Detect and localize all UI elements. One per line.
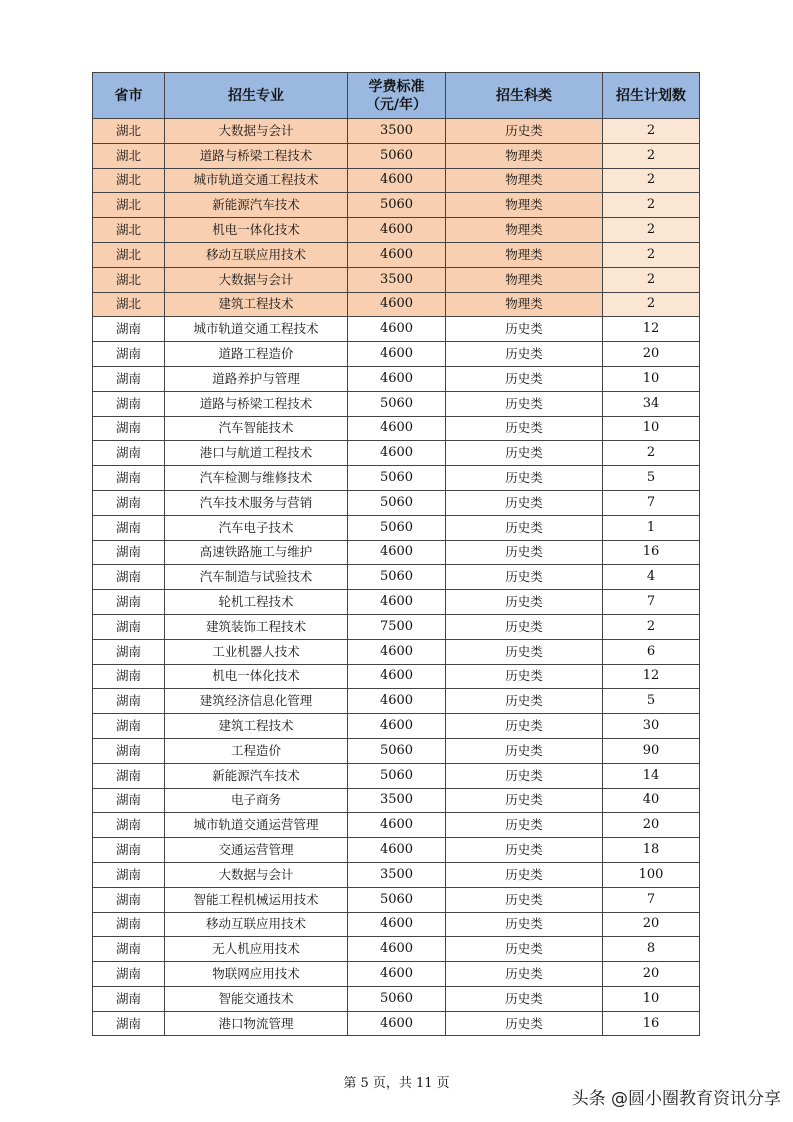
table-row: [93, 689, 700, 714]
cell-category: 历史类: [446, 441, 603, 466]
cell-plan: 20: [603, 962, 700, 987]
cell-province: 湖南: [93, 466, 165, 491]
cell-plan: 20: [603, 813, 700, 838]
cell-province: 湖南: [93, 664, 165, 689]
cell-fee: 5060: [348, 490, 446, 515]
cell-major: 道路与桥梁工程技术: [165, 143, 348, 168]
cell-category: 历史类: [446, 614, 603, 639]
cell-category: 历史类: [446, 912, 603, 937]
table-row: [93, 391, 700, 416]
cell-fee: 4600: [348, 366, 446, 391]
cell-fee: 3500: [348, 267, 446, 292]
table-body: [93, 119, 700, 1036]
cell-category: 历史类: [446, 490, 603, 515]
table-row: [93, 937, 700, 962]
cell-plan: 5: [603, 689, 700, 714]
cell-province: 湖北: [93, 193, 165, 218]
cell-province: 湖南: [93, 490, 165, 515]
cell-plan: 90: [603, 738, 700, 763]
table-row: [93, 614, 700, 639]
cell-category: 历史类: [446, 639, 603, 664]
cell-province: 湖南: [93, 1011, 165, 1036]
cell-plan: 2: [603, 267, 700, 292]
table-row: [93, 1011, 700, 1036]
cell-major: 轮机工程技术: [165, 590, 348, 615]
cell-major: 电子商务: [165, 788, 348, 813]
cell-province: 湖南: [93, 838, 165, 863]
cell-category: 物理类: [446, 168, 603, 193]
cell-province: 湖南: [93, 714, 165, 739]
cell-plan: 12: [603, 664, 700, 689]
cell-fee: 4600: [348, 168, 446, 193]
table-row: [93, 267, 700, 292]
table-row: [93, 962, 700, 987]
cell-fee: 4600: [348, 714, 446, 739]
cell-category: 历史类: [446, 391, 603, 416]
cell-province: 湖南: [93, 986, 165, 1011]
cell-fee: 5060: [348, 887, 446, 912]
cell-province: 湖南: [93, 937, 165, 962]
cell-major: 无人机应用技术: [165, 937, 348, 962]
cell-plan: 6: [603, 639, 700, 664]
cell-plan: 16: [603, 1011, 700, 1036]
cell-plan: 4: [603, 565, 700, 590]
cell-fee: 4600: [348, 242, 446, 267]
cell-province: 湖南: [93, 342, 165, 367]
cell-major: 建筑经济信息化管理: [165, 689, 348, 714]
cell-major: 高速铁路施工与维护: [165, 540, 348, 565]
cell-major: 道路与桥梁工程技术: [165, 391, 348, 416]
cell-plan: 2: [603, 242, 700, 267]
cell-major: 移动互联应用技术: [165, 242, 348, 267]
cell-province: 湖北: [93, 143, 165, 168]
cell-category: 历史类: [446, 366, 603, 391]
table-row: [93, 242, 700, 267]
cell-major: 港口物流管理: [165, 1011, 348, 1036]
cell-plan: 10: [603, 366, 700, 391]
cell-province: 湖南: [93, 689, 165, 714]
cell-plan: 20: [603, 912, 700, 937]
cell-major: 工程造价: [165, 738, 348, 763]
cell-plan: 7: [603, 490, 700, 515]
cell-category: 历史类: [446, 416, 603, 441]
table-row: [93, 986, 700, 1011]
cell-major: 港口与航道工程技术: [165, 441, 348, 466]
table-row: [93, 515, 700, 540]
cell-plan: 1: [603, 515, 700, 540]
cell-province: 湖南: [93, 565, 165, 590]
cell-major: 城市轨道交通工程技术: [165, 168, 348, 193]
cell-major: 工业机器人技术: [165, 639, 348, 664]
cell-fee: 3500: [348, 788, 446, 813]
cell-fee: 5060: [348, 143, 446, 168]
cell-province: 湖北: [93, 267, 165, 292]
cell-category: 历史类: [446, 565, 603, 590]
table-row: [93, 862, 700, 887]
cell-plan: 100: [603, 862, 700, 887]
cell-major: 建筑工程技术: [165, 292, 348, 317]
table-row: [93, 664, 700, 689]
cell-fee: 4600: [348, 962, 446, 987]
cell-category: 历史类: [446, 1011, 603, 1036]
cell-fee: 4600: [348, 292, 446, 317]
cell-fee: 5060: [348, 986, 446, 1011]
table-row: [93, 292, 700, 317]
cell-fee: 4600: [348, 937, 446, 962]
cell-plan: 20: [603, 342, 700, 367]
table-row: [93, 639, 700, 664]
cell-fee: 4600: [348, 590, 446, 615]
cell-fee: 4600: [348, 317, 446, 342]
cell-major: 交通运营管理: [165, 838, 348, 863]
cell-major: 物联网应用技术: [165, 962, 348, 987]
cell-plan: 2: [603, 614, 700, 639]
cell-major: 建筑装饰工程技术: [165, 614, 348, 639]
cell-major: 新能源汽车技术: [165, 193, 348, 218]
table-row: [93, 441, 700, 466]
table-row: [93, 738, 700, 763]
cell-plan: 14: [603, 763, 700, 788]
cell-major: 汽车检测与维修技术: [165, 466, 348, 491]
cell-major: 机电一体化技术: [165, 664, 348, 689]
cell-category: 历史类: [446, 937, 603, 962]
page-footer: 第 5 页，共 11 页: [343, 1076, 450, 1091]
cell-major: 道路养护与管理: [165, 366, 348, 391]
cell-province: 湖南: [93, 763, 165, 788]
cell-fee: 4600: [348, 540, 446, 565]
table-row: [93, 218, 700, 243]
cell-plan: 40: [603, 788, 700, 813]
cell-province: 湖南: [93, 366, 165, 391]
table-row: [93, 590, 700, 615]
watermark-text: 头条 @圆小圈教育资讯分享: [571, 1089, 781, 1109]
table-row: [93, 565, 700, 590]
table-row: [93, 466, 700, 491]
cell-major: 建筑工程技术: [165, 714, 348, 739]
cell-category: 历史类: [446, 962, 603, 987]
cell-major: 智能工程机械运用技术: [165, 887, 348, 912]
header-province: 省市: [93, 73, 165, 119]
cell-plan: 34: [603, 391, 700, 416]
table-row: [93, 490, 700, 515]
header-category: 招生科类: [446, 73, 603, 119]
cell-plan: 2: [603, 168, 700, 193]
cell-plan: 2: [603, 218, 700, 243]
table-row: [93, 540, 700, 565]
cell-province: 湖南: [93, 887, 165, 912]
cell-plan: 2: [603, 193, 700, 218]
cell-province: 湖南: [93, 639, 165, 664]
cell-category: 物理类: [446, 242, 603, 267]
cell-category: 历史类: [446, 664, 603, 689]
cell-category: 历史类: [446, 590, 603, 615]
cell-fee: 5060: [348, 565, 446, 590]
header-fee-line1: 学费标准: [368, 78, 425, 95]
cell-province: 湖北: [93, 292, 165, 317]
header-fee-line2: （元/年）: [365, 96, 428, 113]
enrollment-plan-table: [92, 72, 700, 1036]
cell-plan: 16: [603, 540, 700, 565]
table-row: [93, 317, 700, 342]
cell-fee: 5060: [348, 763, 446, 788]
cell-province: 湖南: [93, 788, 165, 813]
cell-fee: 3500: [348, 862, 446, 887]
cell-category: 物理类: [446, 193, 603, 218]
table-row: [93, 813, 700, 838]
cell-fee: 4600: [348, 912, 446, 937]
cell-category: 历史类: [446, 986, 603, 1011]
cell-category: 历史类: [446, 887, 603, 912]
cell-fee: 4600: [348, 664, 446, 689]
cell-fee: 4600: [348, 1011, 446, 1036]
cell-fee: 4600: [348, 441, 446, 466]
cell-plan: 8: [603, 937, 700, 962]
cell-province: 湖南: [93, 813, 165, 838]
cell-province: 湖南: [93, 416, 165, 441]
cell-plan: 7: [603, 887, 700, 912]
cell-plan: 2: [603, 143, 700, 168]
header-major: 招生专业: [165, 73, 348, 119]
cell-fee: 4600: [348, 342, 446, 367]
cell-category: 历史类: [446, 317, 603, 342]
cell-province: 湖北: [93, 119, 165, 144]
cell-major: 道路工程造价: [165, 342, 348, 367]
cell-fee: 4600: [348, 689, 446, 714]
cell-fee: 5060: [348, 738, 446, 763]
cell-plan: 7: [603, 590, 700, 615]
cell-major: 智能交通技术: [165, 986, 348, 1011]
cell-major: 城市轨道交通工程技术: [165, 317, 348, 342]
cell-fee: 4600: [348, 813, 446, 838]
cell-province: 湖南: [93, 738, 165, 763]
cell-province: 湖南: [93, 912, 165, 937]
header-fee: [348, 73, 446, 119]
cell-major: 大数据与会计: [165, 119, 348, 144]
cell-category: 历史类: [446, 763, 603, 788]
table-row: [93, 168, 700, 193]
cell-fee: 4600: [348, 838, 446, 863]
cell-province: 湖北: [93, 218, 165, 243]
cell-category: 历史类: [446, 119, 603, 144]
cell-major: 移动互联应用技术: [165, 912, 348, 937]
cell-province: 湖南: [93, 962, 165, 987]
cell-province: 湖南: [93, 590, 165, 615]
cell-province: 湖北: [93, 242, 165, 267]
cell-province: 湖南: [93, 391, 165, 416]
cell-province: 湖南: [93, 317, 165, 342]
cell-province: 湖北: [93, 168, 165, 193]
cell-category: 历史类: [446, 738, 603, 763]
cell-category: 历史类: [446, 515, 603, 540]
cell-fee: 5060: [348, 466, 446, 491]
cell-plan: 12: [603, 317, 700, 342]
table-row: [93, 366, 700, 391]
table-row: [93, 342, 700, 367]
cell-province: 湖南: [93, 540, 165, 565]
cell-category: 历史类: [446, 862, 603, 887]
cell-major: 汽车技术服务与营销: [165, 490, 348, 515]
cell-plan: 10: [603, 416, 700, 441]
table-row: [93, 119, 700, 144]
cell-major: 城市轨道交通运营管理: [165, 813, 348, 838]
cell-fee: 7500: [348, 614, 446, 639]
table-row: [93, 143, 700, 168]
cell-major: 大数据与会计: [165, 862, 348, 887]
table-row: [93, 788, 700, 813]
cell-category: 物理类: [446, 267, 603, 292]
cell-plan: 5: [603, 466, 700, 491]
cell-major: 新能源汽车技术: [165, 763, 348, 788]
cell-category: 历史类: [446, 838, 603, 863]
cell-major: 汽车电子技术: [165, 515, 348, 540]
cell-major: 汽车智能技术: [165, 416, 348, 441]
cell-category: 历史类: [446, 540, 603, 565]
cell-plan: 2: [603, 441, 700, 466]
cell-plan: 30: [603, 714, 700, 739]
header-plan: 招生计划数: [603, 73, 700, 119]
cell-fee: 4600: [348, 218, 446, 243]
cell-category: 历史类: [446, 466, 603, 491]
cell-province: 湖南: [93, 441, 165, 466]
cell-fee: 5060: [348, 391, 446, 416]
table-row: [93, 887, 700, 912]
cell-fee: 4600: [348, 639, 446, 664]
cell-major: 大数据与会计: [165, 267, 348, 292]
cell-fee: 4600: [348, 416, 446, 441]
table-row: [93, 714, 700, 739]
cell-category: 历史类: [446, 813, 603, 838]
cell-category: 物理类: [446, 143, 603, 168]
cell-major: 汽车制造与试验技术: [165, 565, 348, 590]
cell-fee: 3500: [348, 119, 446, 144]
cell-category: 物理类: [446, 218, 603, 243]
cell-fee: 5060: [348, 515, 446, 540]
cell-category: 物理类: [446, 292, 603, 317]
cell-province: 湖南: [93, 862, 165, 887]
cell-fee: 5060: [348, 193, 446, 218]
cell-category: 历史类: [446, 788, 603, 813]
table-row: [93, 763, 700, 788]
table-row: [93, 416, 700, 441]
table-row: [93, 193, 700, 218]
cell-plan: 10: [603, 986, 700, 1011]
table-row: [93, 912, 700, 937]
cell-province: 湖南: [93, 614, 165, 639]
cell-plan: 18: [603, 838, 700, 863]
cell-category: 历史类: [446, 714, 603, 739]
cell-plan: 2: [603, 292, 700, 317]
table-row: [93, 838, 700, 863]
cell-category: 历史类: [446, 342, 603, 367]
cell-category: 历史类: [446, 689, 603, 714]
cell-major: 机电一体化技术: [165, 218, 348, 243]
cell-province: 湖南: [93, 515, 165, 540]
cell-plan: 2: [603, 119, 700, 144]
table-header-row: [93, 73, 700, 119]
